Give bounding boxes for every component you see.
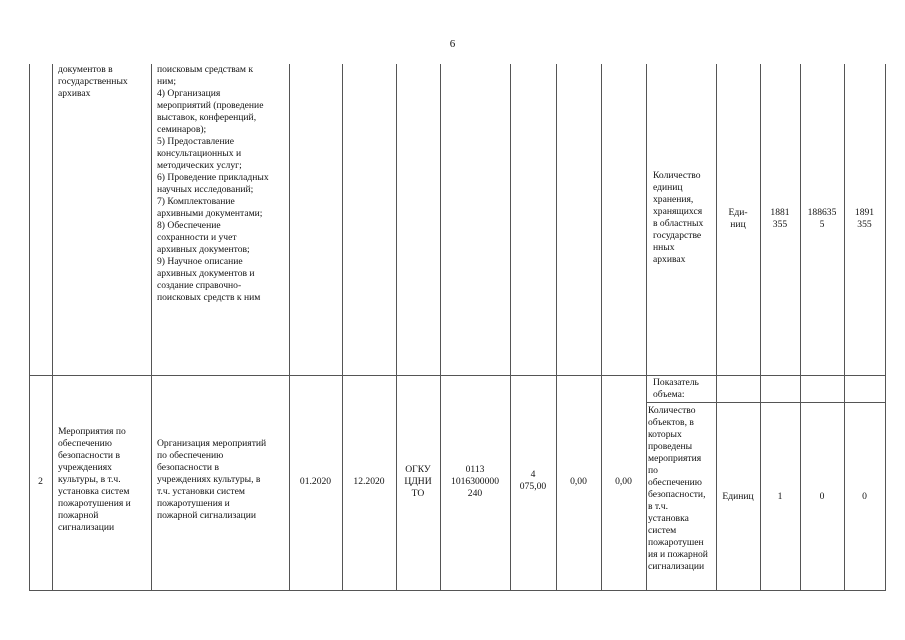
row2-description: Организация мероприятий по обеспечению безопасности в учреждениях культуры, в т.ч. установки систем пожаротушения и пожарной сигнализации (157, 438, 267, 521)
row2-value2: 0 (819, 491, 825, 502)
row1-description: поисковым средствам к ним; 4) Организация мероприятий (проведение выставок, конференций, семинаров); 5) Предоставление консультационных и методических услуг; 6) Проведение прикладных научных исследований; 7) Комплектование архивными документами; 8) Обеспечение сохранности и учет архивных документов; 9) Научное описание архивных документов и создание справочно- поисковых средств к ним (157, 64, 269, 303)
row2-value3: 0 (862, 491, 867, 502)
row1-value3: 1891 355 (854, 207, 875, 230)
row1-value2: 188635 5 (807, 207, 837, 230)
row2-start-date: 01.2020 (299, 476, 332, 487)
row2-amount3: 0,00 (615, 476, 632, 487)
row2-amount2: 0,00 (570, 476, 587, 487)
row2-number: 2 (38, 476, 43, 487)
row2-name: Мероприятия по обеспечению безопасности в учреждениях культуры, в т.ч. установка систем пожаротушения и пожарной сигнализации (58, 426, 131, 533)
row2-indicator: Количество объектов, в которых проведены мероприятия по обеспечению безопасности, в т.ч. установка систем пожаротушен ия и пожарной сигнализации (648, 405, 708, 572)
page-number: 6 (449, 38, 456, 50)
row1-unit: Еди- ниц (728, 207, 748, 230)
row2-amount1: 4 075,00 (519, 469, 547, 492)
row1-value1: 1881 355 (770, 207, 790, 230)
row1-name: документов в государственных архивах (58, 64, 128, 99)
row2-indicator-header: Показатель объема: (653, 377, 699, 400)
row2-budget-code: 0113 1016300000 240 (451, 464, 499, 499)
row2-executor: ОГКУ ЦДНИ ТО (404, 464, 432, 499)
row2-unit: Единиц (722, 491, 754, 502)
row2-value1: 1 (777, 491, 783, 502)
row2-end-date: 12.2020 (353, 476, 385, 487)
row1-indicator: Количество единиц хранения, хранящихся в областных государстве нных архивах (653, 170, 704, 265)
